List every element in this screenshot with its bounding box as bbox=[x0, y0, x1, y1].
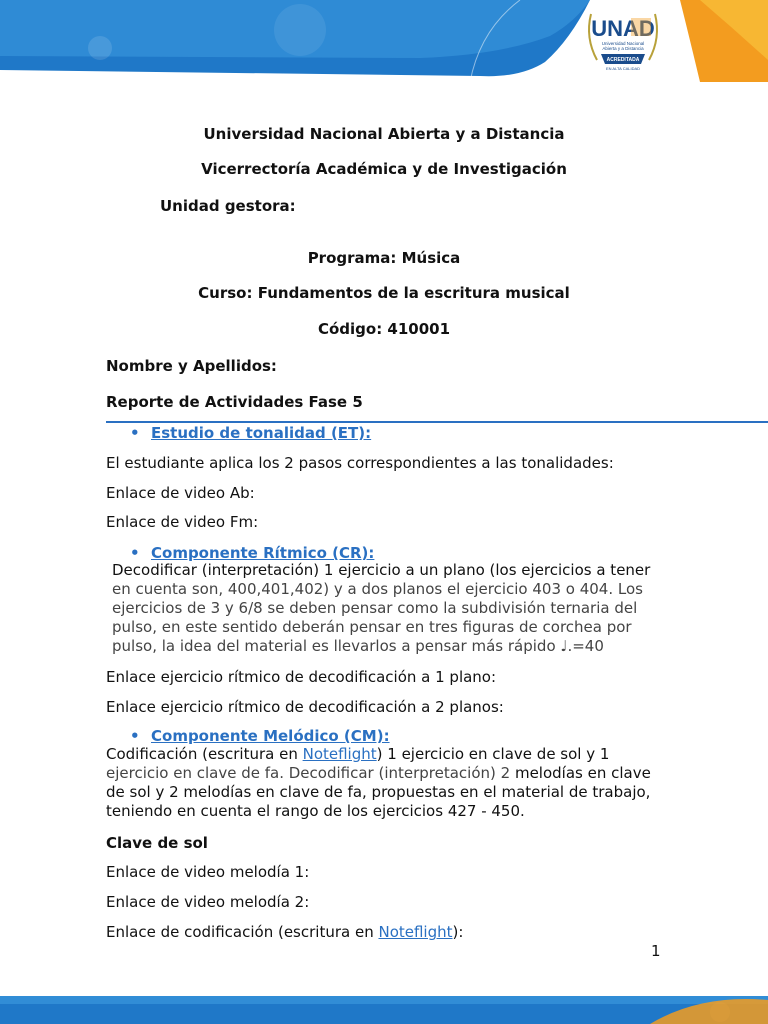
noteflight-link[interactable]: Noteflight bbox=[302, 745, 377, 763]
svg-text:UNAD: UNAD bbox=[591, 16, 655, 41]
divider bbox=[106, 421, 768, 423]
bullet-icon: • bbox=[130, 544, 140, 562]
nombre-apellidos: Nombre y Apellidos: bbox=[106, 357, 277, 375]
svg-text:ACREDITADA: ACREDITADA bbox=[606, 57, 640, 63]
unad-logo bbox=[583, 8, 663, 74]
codigo: Código: 410001 bbox=[317, 320, 451, 338]
svg-text:EN ALTA CALIDAD: EN ALTA CALIDAD bbox=[605, 66, 641, 71]
et-link-ab: Enlace de video Ab: bbox=[106, 484, 255, 502]
reporte-title: Reporte de Actividades Fase 5 bbox=[106, 393, 363, 411]
clave-sol-heading: Clave de sol bbox=[106, 834, 208, 852]
et-link-fm: Enlace de video Fm: bbox=[106, 513, 259, 531]
cr-paragraph bbox=[112, 561, 660, 656]
cr-line: en cuenta son, 400,401,402) y a dos planos el ejercicio 403 o 404. Los bbox=[112, 580, 643, 598]
heading-cr: Componente Rítmico (CR): bbox=[151, 544, 375, 562]
cr-line: pulso, la idea del material es llevarlos a pensar más rápido ♩.=40 bbox=[112, 637, 604, 655]
melodia-link-2: Enlace de video melodía 2: bbox=[106, 893, 310, 911]
vicerrectoria: Vicerrectoría Académica y de Investigación bbox=[201, 160, 567, 178]
cr-line: Decodificar (interpretación) 1 ejercicio a un plano (los ejercicios a tener bbox=[112, 561, 651, 579]
cr-link-1: Enlace ejercicio rítmico de decodificación a 1 plano: bbox=[106, 668, 497, 686]
svg-text:Abierta y a Distancia: Abierta y a Distancia bbox=[602, 46, 644, 51]
unidad-gestora: Unidad gestora: bbox=[160, 197, 296, 215]
footer-banner bbox=[0, 990, 768, 1024]
bullet-icon: • bbox=[130, 424, 140, 442]
cm-paragraph: Codificación (escritura en Noteflight) 1 ejercicio en clave de sol y 1 ejercicio en clave de fa. Decodificar (interpretación) 2 melodías en clave de sol y 2 melodías en clave de fa, propuestas en el material de trabajo, teniendo en cuenta el rango de los ejercicios 427 - 450. bbox=[106, 745, 651, 820]
svg-text:Universidad Nacional: Universidad Nacional bbox=[601, 41, 645, 46]
melodia-link-1: Enlace de video melodía 1: bbox=[106, 863, 310, 881]
bullet-icon: • bbox=[130, 727, 140, 745]
programa: Programa: Música bbox=[307, 249, 461, 267]
noteflight-link[interactable]: Noteflight bbox=[378, 923, 453, 941]
curso: Curso: Fundamentos de la escritura musical bbox=[198, 284, 570, 302]
heading-cm: Componente Melódico (CM): bbox=[151, 727, 390, 745]
page-number: 1 bbox=[651, 942, 661, 960]
cr-line: ejercicios de 3 y 6/8 se deben pensar como la subdivisión ternaria del bbox=[112, 599, 638, 617]
university-name: Universidad Nacional Abierta y a Distancia bbox=[203, 125, 565, 143]
et-intro: El estudiante aplica los 2 pasos correspondientes a las tonalidades: bbox=[106, 454, 614, 472]
codificacion-link-line: Enlace de codificación (escritura en Noteflight): bbox=[106, 923, 464, 941]
cr-link-2: Enlace ejercicio rítmico de decodificación a 2 planos: bbox=[106, 698, 504, 716]
cr-line: pulso, en este sentido deberán pensar en tres figuras de corchea por bbox=[112, 618, 632, 636]
heading-et: Estudio de tonalidad (ET): bbox=[151, 424, 372, 442]
